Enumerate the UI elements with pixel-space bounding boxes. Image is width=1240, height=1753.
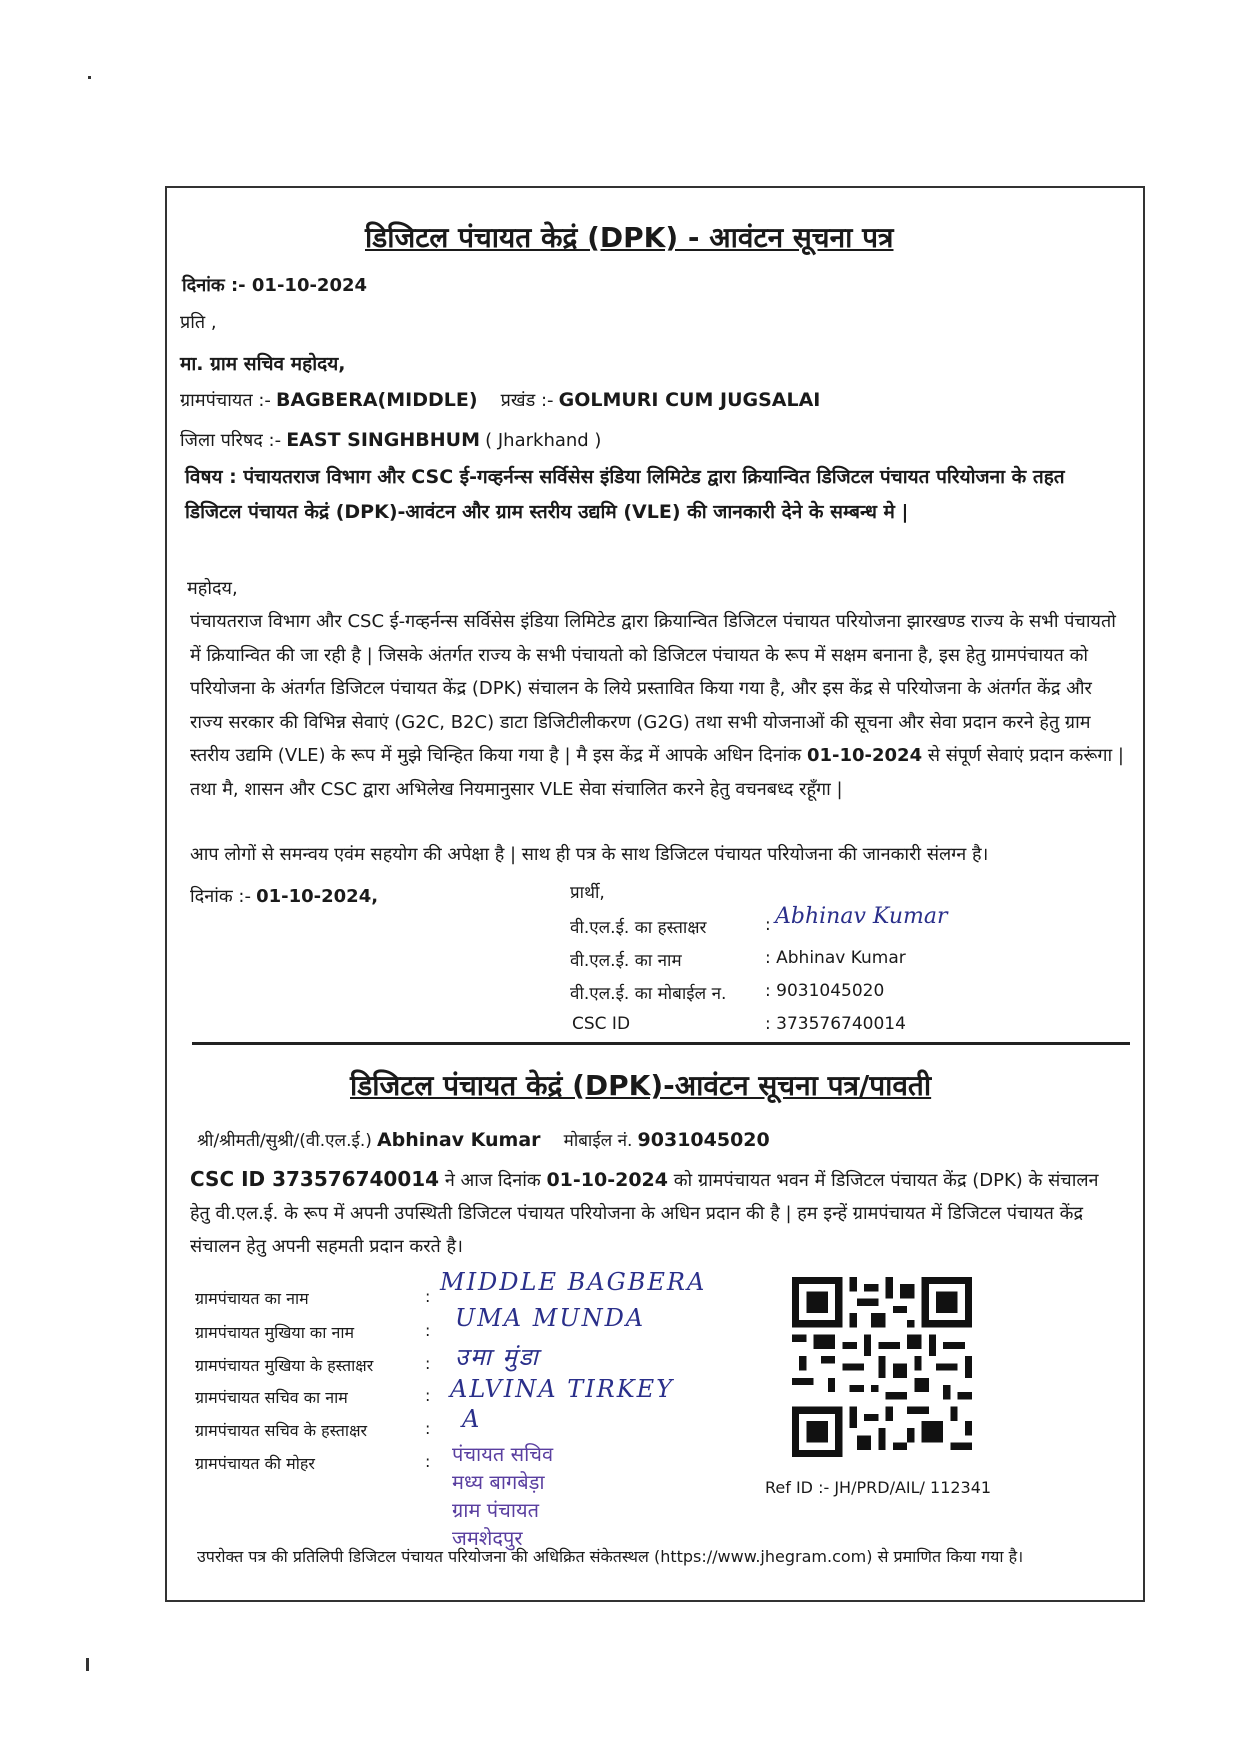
vle-sign-label: वी.एल.ई. का हस्ताक्षर <box>570 918 707 938</box>
applicant-label: प्रार्थी, <box>570 883 605 903</box>
prati-line: प्रति , <box>180 312 217 333</box>
subject-paragraph: विषय : पंचायतराज विभाग और CSC ई-गव्हर्नन्स सर्विसेस इंडिया लिमिटेड द्वारा क्रियान्वित डिजिटल पंचायत परियोजना के तहत डिजिटल पंचायत केद्रं (DPK)-आवंटन और ग्राम स्तरीय उद्यमि (VLE) की जानकारी देने के सम्बन्ध मे | <box>185 466 1065 523</box>
field-colon: : <box>425 1419 431 1438</box>
cooperation-line: आप लोगों से समन्वय एवंम सहयोग की अपेक्षा है | साथ ही पत्र के साथ डिजिटल पंचायत परियोजना की जानकारी संलग्न है। <box>190 844 989 865</box>
body-paragraph <box>190 605 1125 807</box>
state-value: ( Jharkhand ) <box>485 430 602 451</box>
qr-code <box>792 1277 972 1457</box>
field-label-secretary-name: ग्रामपंचायत सचिव का नाम <box>195 1388 348 1407</box>
csc-id-value: : 373576740014 <box>765 1014 906 1034</box>
receipt-text-mid: ने आज दिनांक <box>444 1170 541 1191</box>
vle-mobile-value: : 9031045020 <box>765 981 885 1001</box>
body-date: 01-10-2024 <box>806 745 923 767</box>
receipt-csc-id: CSC ID 373576740014 <box>190 1167 440 1191</box>
receipt-name-row <box>197 1128 770 1151</box>
field-colon: : <box>425 1321 431 1340</box>
vle-mobile-label: वी.एल.ई. का मोबाईल न. <box>570 984 727 1004</box>
csc-id-label: CSC ID <box>572 1014 631 1034</box>
scan-speck-bottom <box>86 1658 89 1671</box>
field-colon: : <box>425 1354 431 1373</box>
block-label: प्रखंड :- <box>500 390 554 411</box>
field-value-seal: पंचायत सचिव मध्य बागबेड़ा ग्राम पंचायत जमशेदपुर <box>452 1442 554 1550</box>
field-value-gp-name: MIDDLE BAGBERA <box>440 1268 707 1296</box>
section-divider <box>192 1042 1130 1045</box>
receipt-text-rest: को ग्रामपंचायत भवन में डिजिटल पंचायत केंद्र (DPK) के संचालन हेतु वी.एल.ई. के रूप में अपनी उपस्थिती डिजिटल पंचायत परियोजना के अधिन प्रदान की है | हम इन्हें ग्रामपंचायत में डिजिटल पंचायत केंद्र संचालन हेतु अपनी सहमती प्रदान करते है। <box>190 1170 1099 1257</box>
gp-label: ग्रामपंचायत :- <box>180 390 271 411</box>
receipt-date: 01-10-2024 <box>546 1169 668 1191</box>
addressee-line: मा. ग्राम सचिव महोदय, <box>180 353 346 375</box>
field-value-mukhiya-name: UMA MUNDA <box>455 1304 646 1332</box>
field-label-secretary-sign: ग्रामपंचायत सचिव के हस्ताक्षर <box>195 1421 368 1440</box>
page-title: डिजिटल पंचायत केद्रं (DPK) - आवंटन सूचना पत्र <box>365 221 894 254</box>
date2-value: 01-10-2024, <box>256 886 379 907</box>
date2-row <box>190 884 378 908</box>
field-colon: : <box>425 1386 431 1405</box>
mobile-label: मोबाईल नं. <box>563 1131 633 1151</box>
vle-name-label: वी.एल.ई. का नाम <box>570 951 682 971</box>
body-text-post: से संपूर्ण सेवाएं प्रदान करूंगा | तथा मै, शासन और CSC द्वारा अभिलेख नियमानुसार VLE सेवा संचालित करने हेतु वचनबध्द रहूँगा | <box>190 745 1124 800</box>
field-label-mukhiya-name: ग्रामपंचायत मुखिया का नाम <box>195 1323 355 1342</box>
body-text-pre: पंचायतराज विभाग और CSC ई-गव्हर्नन्स सर्विसेस इंडिया लिमिटेड द्वारा क्रियान्वित डिजिटल पंचायत परियोजना झारखण्ड राज्य के सभी पंचायतो में क्रियान्वित की जा रही है | जिसके अंतर्गत राज्य के सभी पंचायतो को डिजिटल पंचायत के रूप में सक्षम बनाना है, इस हेतु ग्रामपंचायत को परियोजना के अंतर्गत डिजिटल पंचायत केंद्र (DPK) संचालन के लिये प्रस्तावित किया गया है, और इस केंद्र से परियोजना के अंतर्गत केंद्र और राज्य सरकार की विभिन्न सेवाएं (G2C, B2C) डाटा डिजिटीलीकरण (G2G) तथा सभी योजनाओं की सूचना और सेवा प्रदान करने हेतु ग्राम स्तरीय उद्यमि (VLE) के रूप में मुझे चिन्हित किया गया है | मै इस केंद्र में आपके अधिन दिनांक <box>190 611 1116 767</box>
field-value-secretary-name: ALVINA TIRKEY <box>450 1375 675 1403</box>
date-line: दिनांक :- 01-10-2024 <box>182 275 368 296</box>
block-value: GOLMURI CUM JUGSALAI <box>558 389 821 411</box>
gp-value: BAGBERA(MIDDLE) <box>275 389 478 411</box>
name-value: Abhinav Kumar <box>376 1129 541 1151</box>
vle-name-value: : Abhinav Kumar <box>765 948 906 968</box>
field-colon: : <box>425 1452 431 1471</box>
district-value: EAST SINGHBHUM <box>286 429 481 451</box>
field-label-gp-name: ग्रामपंचायत का नाम <box>195 1289 309 1308</box>
field-label-mukhiya-sign: ग्रामपंचायत मुखिया के हस्ताक्षर <box>195 1356 374 1375</box>
field-value-secretary-sign: A <box>462 1405 482 1433</box>
district-label: जिला परिषद :- <box>180 430 282 451</box>
vle-sign-colon: : <box>765 915 771 935</box>
receipt-title: डिजिटल पंचायत केद्रं (DPK)-आवंटन सूचना पत्र/पावती <box>350 1069 932 1102</box>
name-prefix: श्री/श्रीमती/सुश्री/(वी.एल.ई.) <box>197 1131 372 1151</box>
field-value-mukhiya-sign: उमा मुंडा <box>455 1343 540 1371</box>
district-row <box>180 428 601 452</box>
scan-speck-top <box>88 76 91 79</box>
field-colon: : <box>425 1287 431 1306</box>
receipt-paragraph <box>190 1163 1110 1263</box>
vle-signature: Abhinav Kumar <box>775 904 948 929</box>
salutation: महोदय, <box>187 578 238 599</box>
gram-panchayat-row <box>180 388 820 412</box>
footer-note: उपरोक्त पत्र की प्रतिलिपी डिजिटल पंचायत परियोजना की अधिक्रित संकेतस्थल (https://www.jhegram.com) से प्रमाणित किया गया है। <box>197 1547 1024 1566</box>
date2-label: दिनांक :- <box>190 886 251 907</box>
ref-id: Ref ID :- JH/PRD/AIL/ 112341 <box>765 1478 992 1497</box>
field-label-seal: ग्रामपंचायत की मोहर <box>195 1454 315 1473</box>
mobile-value: 9031045020 <box>637 1129 770 1151</box>
